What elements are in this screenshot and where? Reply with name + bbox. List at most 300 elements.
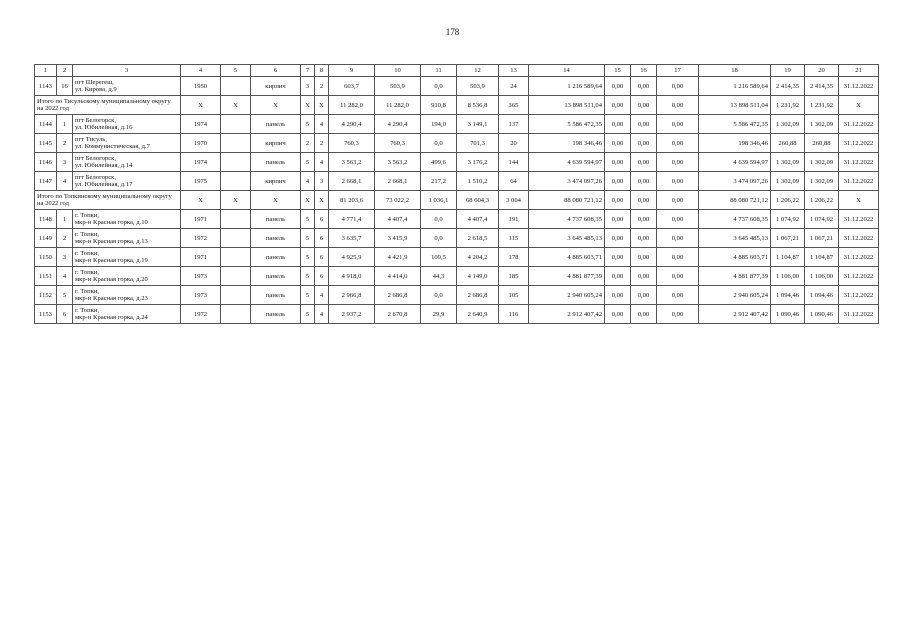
address-line-1: пгт Белогорск, xyxy=(75,117,116,124)
value-cell: 3 474 097,26 xyxy=(699,172,771,191)
value-cell: 0,00 xyxy=(657,96,699,115)
year-cell: 1970 xyxy=(181,134,221,153)
floors-cell: 5 xyxy=(301,286,315,305)
address-line-2: мкр-н Красная горка, д.10 xyxy=(75,219,148,226)
value-cell: 1 231,92 xyxy=(805,96,839,115)
value-cell: 88 080 721,12 xyxy=(699,191,771,210)
row-id: 1149 xyxy=(35,229,57,248)
material-cell: панель xyxy=(251,267,301,286)
material-cell: панель xyxy=(251,210,301,229)
value-cell: 29,9 xyxy=(421,305,457,324)
value-cell: 1 090,46 xyxy=(771,305,805,324)
value-cell: 0,00 xyxy=(657,286,699,305)
address-cell xyxy=(73,248,181,267)
address-cell xyxy=(73,267,181,286)
value-cell: 0,0 xyxy=(421,134,457,153)
cell xyxy=(221,305,251,324)
value-cell: 4 881 877,39 xyxy=(699,267,771,286)
value-cell: 81 203,6 xyxy=(329,191,375,210)
value-cell: 260,88 xyxy=(805,134,839,153)
entrances-cell: 6 xyxy=(315,229,329,248)
value-cell: 68 604,3 xyxy=(457,191,499,210)
value-cell: 2 940 605,24 xyxy=(699,286,771,305)
material-cell: панель xyxy=(251,305,301,324)
row-number: 2 xyxy=(57,134,73,153)
row-number: 3 xyxy=(57,248,73,267)
value-cell: 1 067,21 xyxy=(805,229,839,248)
address-cell xyxy=(73,134,181,153)
column-header: 8 xyxy=(315,65,329,77)
value-cell: 73 022,2 xyxy=(375,191,421,210)
year-cell: 1974 xyxy=(181,153,221,172)
address-line-1: г. Топки, xyxy=(75,288,99,295)
value-cell: 0,00 xyxy=(605,115,631,134)
value-cell: 2 414,35 xyxy=(771,77,805,96)
value-cell: 760,3 xyxy=(329,134,375,153)
row-id: 1152 xyxy=(35,286,57,305)
entrances-cell: 2 xyxy=(315,134,329,153)
table-row xyxy=(35,172,879,191)
cell: X xyxy=(251,96,301,115)
row-number: 1 xyxy=(57,115,73,134)
address-line-2: мкр-н Красная горка, д.19 xyxy=(75,257,148,264)
row-number: 4 xyxy=(57,172,73,191)
value-cell: 1 216 589,64 xyxy=(529,77,605,96)
value-cell: 3 004 xyxy=(499,191,529,210)
value-cell: 0,00 xyxy=(631,191,657,210)
entrances-cell: 6 xyxy=(315,248,329,267)
value-cell: 0,00 xyxy=(657,229,699,248)
value-cell: 31.12.2022 xyxy=(839,153,879,172)
value-cell: 1 302,09 xyxy=(771,115,805,134)
housing-table xyxy=(34,64,879,324)
value-cell: 701,3 xyxy=(457,134,499,153)
value-cell: 1 104,87 xyxy=(805,248,839,267)
table-row xyxy=(35,305,879,324)
value-cell: 191 xyxy=(499,210,529,229)
address-line-2: ул. Кирова, д.9 xyxy=(75,86,117,93)
row-number: 6 xyxy=(57,305,73,324)
cell: X xyxy=(251,191,301,210)
value-cell: 0,00 xyxy=(605,191,631,210)
value-cell: 2 912 407,42 xyxy=(699,305,771,324)
column-header: 20 xyxy=(805,65,839,77)
cell xyxy=(221,267,251,286)
total-label: Итого по Топкинскому муниципальному округу на 2022 год xyxy=(35,191,181,210)
value-cell: 2 414,35 xyxy=(805,77,839,96)
value-cell: 0,00 xyxy=(631,115,657,134)
value-cell: 1 206,22 xyxy=(771,191,805,210)
value-cell: 1 067,21 xyxy=(771,229,805,248)
address-line-2: ул. Юбилейная, д.16 xyxy=(75,124,133,131)
value-cell: 0,00 xyxy=(605,305,631,324)
value-cell: 0,00 xyxy=(657,267,699,286)
value-cell: 105 xyxy=(499,286,529,305)
address-line-1: г. Топки, xyxy=(75,231,99,238)
value-cell: 2 670,8 xyxy=(375,305,421,324)
value-cell: 178 xyxy=(499,248,529,267)
year-cell: 1971 xyxy=(181,210,221,229)
page-number: 178 xyxy=(445,27,460,37)
value-cell: 1 231,92 xyxy=(771,96,805,115)
row-id: 1150 xyxy=(35,248,57,267)
column-header: 15 xyxy=(605,65,631,77)
entrances-cell: 6 xyxy=(315,210,329,229)
table-row xyxy=(35,248,879,267)
value-cell: 0,00 xyxy=(657,153,699,172)
value-cell: 11 282,0 xyxy=(375,96,421,115)
value-cell: 0,0 xyxy=(421,77,457,96)
value-cell: 0,00 xyxy=(605,248,631,267)
value-cell: 4 885 603,71 xyxy=(699,248,771,267)
table-row xyxy=(35,134,879,153)
value-cell: 4 918,0 xyxy=(329,267,375,286)
value-cell: 4 149,0 xyxy=(457,267,499,286)
value-cell: 64 xyxy=(499,172,529,191)
material-cell: панель xyxy=(251,229,301,248)
column-header: 2 xyxy=(57,65,73,77)
value-cell: 2 912 407,42 xyxy=(529,305,605,324)
value-cell: 2 640,9 xyxy=(457,305,499,324)
year-cell: 1975 xyxy=(181,172,221,191)
address-line-1: г. Топки, xyxy=(75,307,99,314)
address-cell xyxy=(73,210,181,229)
value-cell: 0,00 xyxy=(657,210,699,229)
value-cell: 4 414,0 xyxy=(375,267,421,286)
cell xyxy=(221,210,251,229)
value-cell: 3 149,1 xyxy=(457,115,499,134)
value-cell: 44,3 xyxy=(421,267,457,286)
row-number: 4 xyxy=(57,267,73,286)
value-cell: 5 586 472,35 xyxy=(699,115,771,134)
cell xyxy=(221,229,251,248)
row-id: 1147 xyxy=(35,172,57,191)
value-cell: 2 668,1 xyxy=(375,172,421,191)
value-cell: 109,5 xyxy=(421,248,457,267)
row-id: 1153 xyxy=(35,305,57,324)
value-cell: 2 686,8 xyxy=(375,286,421,305)
value-cell: 4 885 603,71 xyxy=(529,248,605,267)
value-cell: 194,0 xyxy=(421,115,457,134)
value-cell: 31.12.2022 xyxy=(839,267,879,286)
cell xyxy=(221,115,251,134)
column-header: 14 xyxy=(529,65,605,77)
entrances-cell: 4 xyxy=(315,305,329,324)
value-cell: 0,00 xyxy=(631,172,657,191)
value-cell: 0,00 xyxy=(605,77,631,96)
year-cell: 1972 xyxy=(181,229,221,248)
value-cell: 1 090,46 xyxy=(805,305,839,324)
value-cell: 217,2 xyxy=(421,172,457,191)
floors-cell: 3 xyxy=(301,77,315,96)
year-cell: 1974 xyxy=(181,115,221,134)
value-cell: 0,00 xyxy=(631,153,657,172)
address-cell xyxy=(73,305,181,324)
year-cell: 1950 xyxy=(181,77,221,96)
value-cell: 0,00 xyxy=(605,96,631,115)
floors-cell: 5 xyxy=(301,115,315,134)
year-cell: 1972 xyxy=(181,305,221,324)
row-id: 1143 xyxy=(35,77,57,96)
address-line-2: мкр-н Красная горка, д.23 xyxy=(75,295,148,302)
value-cell: 116 xyxy=(499,305,529,324)
value-cell: 115 xyxy=(499,229,529,248)
value-cell: 1 302,09 xyxy=(805,172,839,191)
value-cell: 31.12.2022 xyxy=(839,172,879,191)
value-cell: 0,00 xyxy=(657,191,699,210)
table-row xyxy=(35,115,879,134)
entrances-cell: 3 xyxy=(315,172,329,191)
row-number: 16 xyxy=(57,77,73,96)
value-cell: 2 618,5 xyxy=(457,229,499,248)
value-cell: 0,0 xyxy=(421,286,457,305)
cell: X xyxy=(315,191,329,210)
value-cell: 0,00 xyxy=(631,286,657,305)
value-cell: 8 536,8 xyxy=(457,96,499,115)
value-cell: 4 290,4 xyxy=(329,115,375,134)
column-header: 3 xyxy=(73,65,181,77)
address-cell xyxy=(73,153,181,172)
value-cell: 365 xyxy=(499,96,529,115)
value-cell: 0,00 xyxy=(605,210,631,229)
material-cell: панель xyxy=(251,153,301,172)
value-cell: 3 415,9 xyxy=(375,229,421,248)
value-cell: 0,00 xyxy=(631,305,657,324)
floors-cell: 5 xyxy=(301,153,315,172)
value-cell: 4 407,4 xyxy=(375,210,421,229)
column-header: 7 xyxy=(301,65,315,77)
value-cell: 910,8 xyxy=(421,96,457,115)
row-id: 1148 xyxy=(35,210,57,229)
floors-cell: 5 xyxy=(301,229,315,248)
value-cell: 0,00 xyxy=(657,134,699,153)
cell xyxy=(221,134,251,153)
table-row xyxy=(35,267,879,286)
column-header: 1 xyxy=(35,65,57,77)
entrances-cell: 4 xyxy=(315,115,329,134)
value-cell: 144 xyxy=(499,153,529,172)
total-row xyxy=(35,191,879,210)
column-header: 6 xyxy=(251,65,301,77)
column-header: 5 xyxy=(221,65,251,77)
column-header: 18 xyxy=(699,65,771,77)
value-cell: 603,7 xyxy=(329,77,375,96)
value-cell: 0,00 xyxy=(631,96,657,115)
value-cell: 2 668,1 xyxy=(329,172,375,191)
value-cell: 0,00 xyxy=(605,134,631,153)
material-cell: панель xyxy=(251,248,301,267)
value-cell: 1 302,09 xyxy=(771,153,805,172)
year-cell: 1973 xyxy=(181,286,221,305)
value-cell: 4 881 877,39 xyxy=(529,267,605,286)
cell xyxy=(221,77,251,96)
value-cell: 1 302,09 xyxy=(805,153,839,172)
material-cell: панель xyxy=(251,286,301,305)
value-cell: 0,00 xyxy=(631,134,657,153)
value-cell: 0,0 xyxy=(421,229,457,248)
column-header: 9 xyxy=(329,65,375,77)
value-cell: 4 737 608,35 xyxy=(699,210,771,229)
value-cell: 31.12.2022 xyxy=(839,305,879,324)
value-cell: 3 176,2 xyxy=(457,153,499,172)
value-cell: 31.12.2022 xyxy=(839,77,879,96)
value-cell: 0,00 xyxy=(605,153,631,172)
floors-cell: 5 xyxy=(301,210,315,229)
value-cell: 0,00 xyxy=(631,267,657,286)
value-cell: 0,00 xyxy=(605,229,631,248)
material-cell: кирпич xyxy=(251,77,301,96)
value-cell: 31.12.2022 xyxy=(839,115,879,134)
address-line-1: г. Топки, xyxy=(75,212,99,219)
value-cell: 4 421,9 xyxy=(375,248,421,267)
value-cell: 760,3 xyxy=(375,134,421,153)
value-cell: 2 966,8 xyxy=(329,286,375,305)
value-cell: 0,00 xyxy=(657,305,699,324)
value-cell: 0,00 xyxy=(605,286,631,305)
address-cell xyxy=(73,286,181,305)
address-line-2: ул. Юбилейная, д.14 xyxy=(75,162,133,169)
value-cell: 2 686,8 xyxy=(457,286,499,305)
address-line-1: пгт Белогорск, xyxy=(75,155,116,162)
value-cell: 3 563,2 xyxy=(329,153,375,172)
column-header: 19 xyxy=(771,65,805,77)
address-cell xyxy=(73,172,181,191)
column-header: 17 xyxy=(657,65,699,77)
value-cell: 4 737 608,35 xyxy=(529,210,605,229)
value-cell: 4 771,4 xyxy=(329,210,375,229)
row-number: 5 xyxy=(57,286,73,305)
column-header: 16 xyxy=(631,65,657,77)
address-line-2: мкр-н Красная горка, д.24 xyxy=(75,314,148,321)
value-cell: 4 639 594,97 xyxy=(529,153,605,172)
table-row xyxy=(35,286,879,305)
value-cell: 0,00 xyxy=(657,77,699,96)
row-id: 1146 xyxy=(35,153,57,172)
column-header: 10 xyxy=(375,65,421,77)
table-row xyxy=(35,210,879,229)
cell xyxy=(221,248,251,267)
column-header: 12 xyxy=(457,65,499,77)
entrances-cell: 4 xyxy=(315,153,329,172)
address-line-1: г. Топки, xyxy=(75,250,99,257)
total-label: Итого по Тисульскому муниципальному округу на 2022 год xyxy=(35,96,181,115)
address-line-1: г. Топки, xyxy=(75,269,99,276)
row-number: 3 xyxy=(57,153,73,172)
value-cell: 0,00 xyxy=(631,77,657,96)
value-cell: 31.12.2022 xyxy=(839,210,879,229)
cell: X xyxy=(301,96,315,115)
value-cell: 4 204,2 xyxy=(457,248,499,267)
value-cell: 5 586 472,35 xyxy=(529,115,605,134)
value-cell: 1 036,1 xyxy=(421,191,457,210)
year-cell: 1973 xyxy=(181,267,221,286)
header-row xyxy=(35,65,879,77)
value-cell: 13 898 511,04 xyxy=(529,96,605,115)
value-cell: 31.12.2022 xyxy=(839,286,879,305)
value-cell: 137 xyxy=(499,115,529,134)
column-header: 21 xyxy=(839,65,879,77)
cell: X xyxy=(181,191,221,210)
value-cell: 503,9 xyxy=(457,77,499,96)
value-cell: 31.12.2022 xyxy=(839,229,879,248)
value-cell: 1 106,00 xyxy=(805,267,839,286)
cell: X xyxy=(181,96,221,115)
material-cell: кирпич xyxy=(251,134,301,153)
address-line-2: ул. Коммунистическая, д.7 xyxy=(75,143,150,150)
cell xyxy=(221,172,251,191)
value-cell: 3 563,2 xyxy=(375,153,421,172)
value-cell: X xyxy=(839,191,879,210)
entrances-cell: 2 xyxy=(315,77,329,96)
total-row xyxy=(35,96,879,115)
row-number: 1 xyxy=(57,210,73,229)
value-cell: 1 302,09 xyxy=(805,115,839,134)
value-cell: 0,00 xyxy=(605,267,631,286)
column-header: 11 xyxy=(421,65,457,77)
table-row xyxy=(35,77,879,96)
value-cell: 88 080 721,12 xyxy=(529,191,605,210)
value-cell: 13 898 511,04 xyxy=(699,96,771,115)
value-cell: 0,0 xyxy=(421,210,457,229)
value-cell: 260,88 xyxy=(771,134,805,153)
address-line-1: пгт Шерегеш, xyxy=(75,79,114,86)
value-cell: 0,00 xyxy=(657,172,699,191)
value-cell: 4 407,4 xyxy=(457,210,499,229)
value-cell: 3 474 097,26 xyxy=(529,172,605,191)
value-cell: 1 094,46 xyxy=(805,286,839,305)
value-cell: 1 104,87 xyxy=(771,248,805,267)
row-id: 1145 xyxy=(35,134,57,153)
value-cell: X xyxy=(839,96,879,115)
value-cell: 1 094,46 xyxy=(771,286,805,305)
row-number: 2 xyxy=(57,229,73,248)
floors-cell: 5 xyxy=(301,305,315,324)
value-cell: 20 xyxy=(499,134,529,153)
cell: X xyxy=(221,96,251,115)
value-cell: 2 940 605,24 xyxy=(529,286,605,305)
floors-cell: 4 xyxy=(301,172,315,191)
row-id: 1151 xyxy=(35,267,57,286)
value-cell: 3 645 485,13 xyxy=(529,229,605,248)
year-cell: 1971 xyxy=(181,248,221,267)
entrances-cell: 6 xyxy=(315,267,329,286)
value-cell: 0,00 xyxy=(605,172,631,191)
address-line-2: мкр-н Красная горка, д.20 xyxy=(75,276,148,283)
value-cell: 503,9 xyxy=(375,77,421,96)
value-cell: 1 302,09 xyxy=(771,172,805,191)
floors-cell: 5 xyxy=(301,267,315,286)
value-cell: 1 106,00 xyxy=(771,267,805,286)
table-row xyxy=(35,229,879,248)
cell: X xyxy=(301,191,315,210)
entrances-cell: 4 xyxy=(315,286,329,305)
material-cell: кирпич xyxy=(251,172,301,191)
column-header: 13 xyxy=(499,65,529,77)
value-cell: 1 216 589,64 xyxy=(699,77,771,96)
cell xyxy=(221,286,251,305)
address-line-2: мкр-н Красная горка, д.13 xyxy=(75,238,148,245)
value-cell: 31.12.2022 xyxy=(839,248,879,267)
value-cell: 2 937,2 xyxy=(329,305,375,324)
value-cell: 31.12.2022 xyxy=(839,134,879,153)
table-row xyxy=(35,153,879,172)
floors-cell: 2 xyxy=(301,134,315,153)
column-header: 4 xyxy=(181,65,221,77)
value-cell: 0,00 xyxy=(631,229,657,248)
address-line-2: ул. Юбилейная, д.17 xyxy=(75,181,133,188)
address-line-1: пгт Белогорск, xyxy=(75,174,116,181)
address-cell xyxy=(73,77,181,96)
